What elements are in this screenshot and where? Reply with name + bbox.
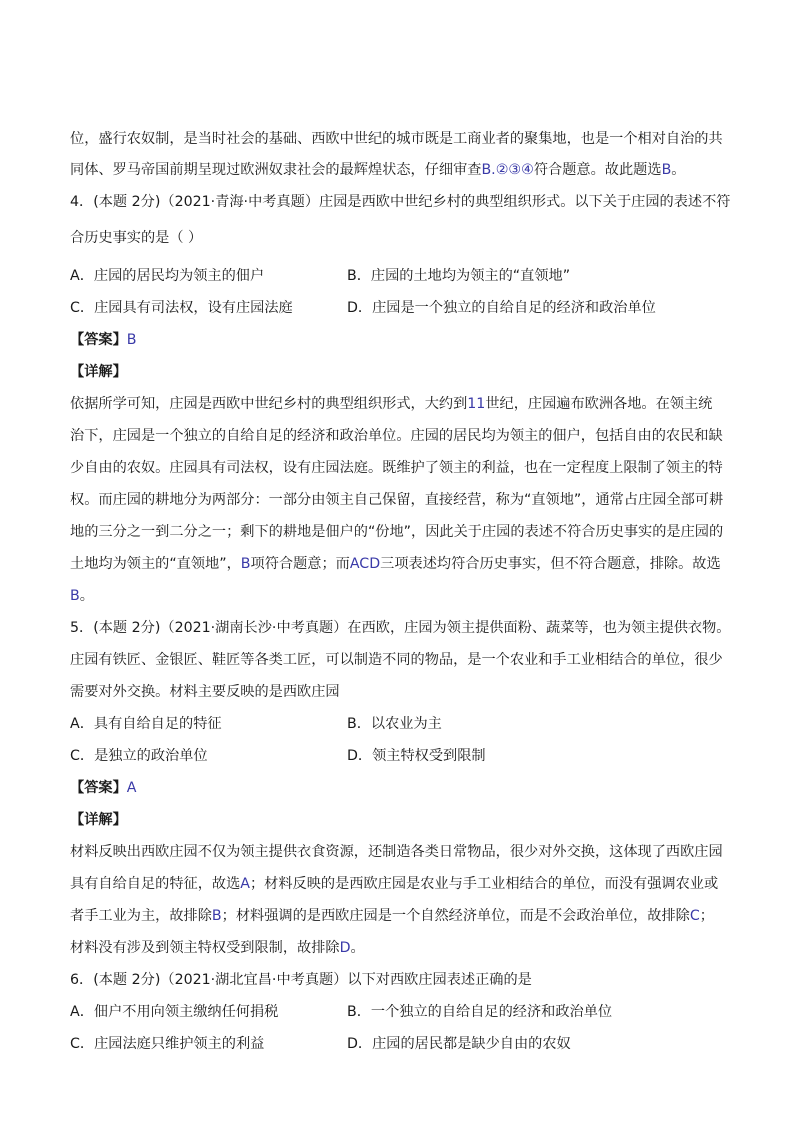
q5-detail-line-4: 材料没有涉及到领主特权受到限制，故排除D。 <box>70 940 365 956</box>
q4-detail-line-5: 地的三分之一到二分之一；剩下的耕地是佃户的“份地”，因此关于庄园的表述不符合历史事实的是庄园的 <box>70 524 724 540</box>
prev-detail-line-1: 位，盛行农奴制，是当时社会的基础、西欧中世纪的城市既是工商业者的聚集地，也是一个相对自治的共 <box>70 131 723 147</box>
q5-stem-line-3: 需要对外交换。材料主要反映的是西欧庄园 <box>70 684 340 700</box>
highlight-text: C <box>689 908 700 924</box>
prev-detail-line-2: 同体、罗马帝国前期呈现过欧洲奴隶社会的最辉煌状态，仔细审查B.②③④符合题意。故此题选B。 <box>70 162 686 178</box>
highlight-text: 11 <box>467 396 486 412</box>
q6-stem-line-1: 6．(本题 2分)（2021·湖北宜昌·中考真题）以下对西欧庄园表述正确的是 <box>70 972 532 988</box>
q4-stem-line-2: 合历史事实的是（ ） <box>70 230 203 246</box>
highlight-text: D <box>339 940 351 956</box>
q5-option-d: D．领主特权受到限制 <box>347 748 486 764</box>
q5-options-row-2 <box>70 746 730 766</box>
q4-option-a: A．庄园的居民均为领主的佃户 <box>70 268 265 284</box>
q4-detail-line-7: B。 <box>70 588 94 604</box>
q4-stem-line-1: 4．(本题 2分)（2021·青海·中考真题）庄园是西欧中世纪乡村的典型组织形式。以下关于庄园的表述不符 <box>70 194 730 210</box>
q4-option-d: D．庄园是一个独立的自给自足的经济和政治单位 <box>347 300 656 316</box>
q6-option-c: C．庄园法庭只维护领主的利益 <box>70 1036 265 1052</box>
q4-answer: 【答案】B <box>70 332 137 348</box>
q4-detail-line-1: 依据所学可知，庄园是西欧中世纪乡村的典型组织形式，大约到11世纪，庄园遍布欧洲各地。在领主统 <box>70 396 713 412</box>
q5-option-c: C．是独立的政治单位 <box>70 748 208 764</box>
q5-detail-line-3: 者手工业为主，故排除B；材料强调的是西欧庄园是一个自然经济单位，而是不会政治单位，故排除C； <box>70 908 714 924</box>
q4-option-c: C．庄园具有司法权，设有庄园法庭 <box>70 300 293 316</box>
q5-answer: 【答案】A <box>70 780 137 796</box>
q4-detail-label: 【详解】 <box>70 364 127 380</box>
q6-option-a: A．佃户不用向领主缴纳任何捐税 <box>70 1004 279 1020</box>
q5-stem-line-1: 5．(本题 2分)（2021·湖南长沙·中考真题）在西欧，庄园为领主提供面粉、蔬菜等，也为领主提供衣物。 <box>70 620 730 636</box>
q4-options-row-1 <box>70 266 730 286</box>
highlight-text: B <box>211 908 222 924</box>
q4-option-b: B．庄园的土地均为领主的“直领地” <box>347 268 571 284</box>
highlight-text: B.②③④ <box>481 162 534 178</box>
highlight-text: B <box>240 556 251 572</box>
q5-detail-label: 【详解】 <box>70 812 127 828</box>
q4-detail-line-3: 少自由的农奴。庄园具有司法权，设有庄园法庭。既维护了领主的利益，也在一定程度上限制了领主的特 <box>70 460 723 476</box>
q6-options-row-2 <box>70 1034 730 1054</box>
q5-detail-line-2: 具有自给自足的特征，故选A；材料反映的是西欧庄园是农业与手工业相结合的单位，而没有强调农业或 <box>70 876 719 892</box>
q6-options-row-1 <box>70 1002 730 1022</box>
highlight-text: ACD <box>349 556 381 572</box>
q5-options-row-1 <box>70 714 730 734</box>
highlight-text: B <box>661 162 672 178</box>
q5-detail-line-1: 材料反映出西欧庄园不仅为领主提供衣食资源，还制造各类日常物品，很少对外交换，这体现了西欧庄园 <box>70 844 723 860</box>
q4-detail-line-6: 土地均为领主的“直领地”，B项符合题意；而ACD三项表述均符合历史事实，但不符合题意，排除。故选 <box>70 556 721 572</box>
q4-detail-line-4: 权。而庄园的耕地分为两部分：一部分由领主自己保留，直接经营，称为“直领地”，通常占庄园全部可耕 <box>70 492 724 508</box>
q5-answer-value: A <box>126 780 137 796</box>
q5-option-b: B．以农业为主 <box>347 716 442 732</box>
q4-answer-value: B <box>126 332 137 348</box>
q4-detail-line-2: 治下，庄园是一个独立的自给自足的经济和政治单位。庄园的居民均为领主的佃户，包括自由的农民和缺 <box>70 428 723 444</box>
highlight-text: B <box>70 588 80 604</box>
highlight-text: A <box>240 876 250 892</box>
q6-option-b: B．一个独立的自给自足的经济和政治单位 <box>347 1004 613 1020</box>
q6-option-d: D．庄园的居民都是缺少自由的农奴 <box>347 1036 571 1052</box>
q4-options-row-2 <box>70 298 730 318</box>
q5-option-a: A．具有自给自足的特征 <box>70 716 222 732</box>
q5-stem-line-2: 庄园有铁匠、金银匠、鞋匠等各类工匠，可以制造不同的物品，是一个农业和手工业相结合的单位，很少 <box>70 652 723 668</box>
